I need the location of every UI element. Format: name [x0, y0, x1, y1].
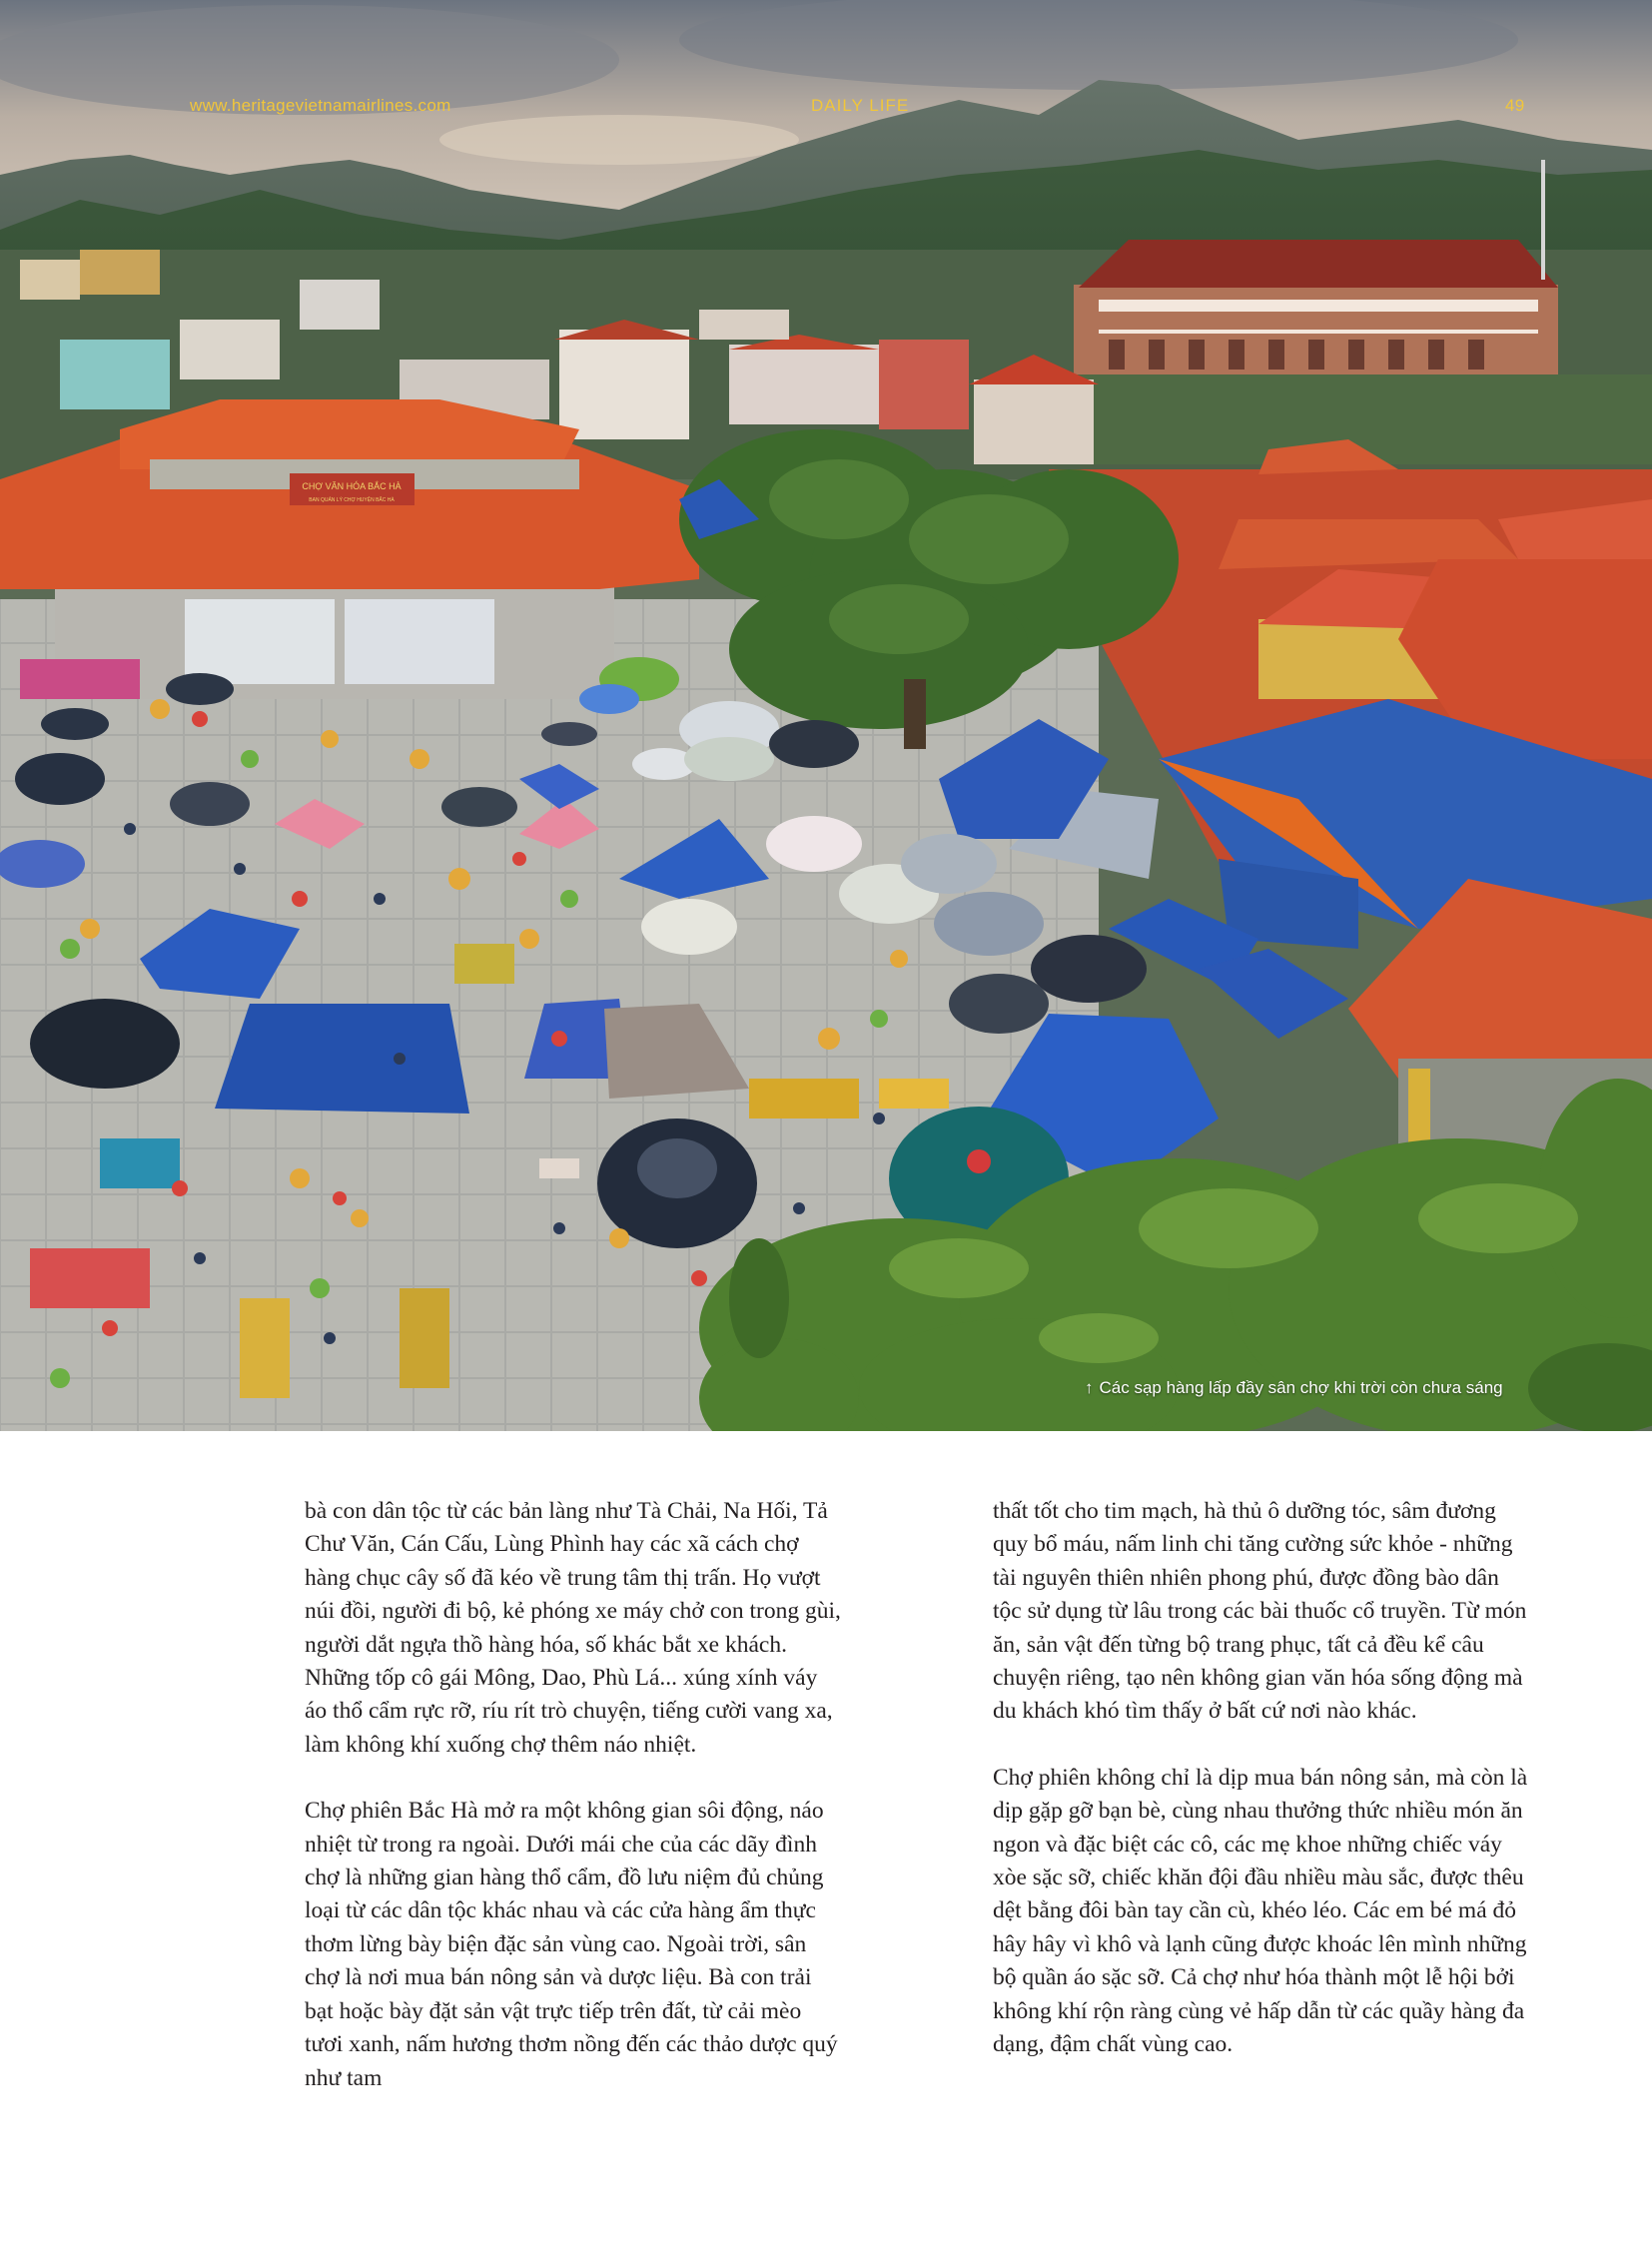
header-site-url: www.heritagevietnamairlines.com [190, 96, 451, 115]
body-column-right [993, 1495, 1532, 2095]
page-header [0, 96, 1652, 124]
photo-caption-text: Các sạp hàng lấp đầy sân chợ khi trời còn chưa sáng [1099, 1378, 1503, 1397]
body-paragraph: Chợ phiên không chỉ là dịp mua bán nông sản, mà còn là dịp gặp gỡ bạn bè, cùng nhau thưởng thức nhiều món ăn ngon và đặc biệt các cô, các mẹ khoe những chiếc váy xòe sặc sỡ, chiếc khăn đội đầu nhiều màu sắc, được thêu dệt bằng đôi bàn tay cần cù, khéo léo. Các em bé má đỏ hây hây vì khô và lạnh cũng được khoác lên mình những bộ quần áo sặc sỡ. Cả chợ như hóa thành một lễ hội bởi không khí rộn ràng cùng vẻ hấp dẫn từ các quầy hàng đa dạng, đậm chất vùng cao. [993, 1764, 1528, 2058]
hall-sign-line1: CHỢ VĂN HÓA BẮC HÀ [302, 481, 402, 491]
header-section-title: DAILY LIFE [811, 96, 910, 115]
body-paragraph: bà con dân tộc từ các bản làng như Tà Chải, Na Hối, Tả Chư Văn, Cán Cấu, Lùng Phình hay các xã cách chợ hàng chục cây số đã kéo về trung tâm thị trấn. Họ vượt núi đồi, người đi bộ, kẻ phóng xe máy chở con trong gùi, người dắt ngựa thồ hàng hóa, số khác bắt xe khách. Những tốp cô gái Mông, Dao, Phù Lá... xúng xính váy áo thổ cẩm rực rỡ, ríu rít trò chuyện, tiếng cười vang xa, làm không khí xuống chợ thêm náo nhiệt. [305, 1498, 841, 1758]
arrow-up-icon: ↑ [1085, 1378, 1094, 1397]
body-column-left [305, 1495, 844, 2128]
header-page-number: 49 [1505, 96, 1525, 115]
body-paragraph: Chợ phiên Bắc Hà mở ra một không gian sôi động, náo nhiệt từ trong ra ngoài. Dưới mái che của các dãy đình chợ là những gian hàng thổ cẩm, đồ lưu niệm đủ chủng loại từ các dân tộc khác nhau và các cửa hàng ẩm thực thơm lừng bày biện đặc sản vùng cao. Ngoài trời, sân chợ là nơi mua bán nông sản và dược liệu. Bà con trải bạt hoặc bày đặt sản vật trực tiếp trên đất, từ cải mèo tươi xanh, nấm hương thơm nồng đến các thảo dược quý như tam [305, 1798, 838, 2091]
body-paragraph: thất tốt cho tim mạch, hà thủ ô dưỡng tóc, sâm đương quy bổ máu, nấm linh chi tăng cường sức khỏe - những tài nguyên thiên nhiên phong phú, được đồng bào dân tộc sử dụng từ lâu trong các bài thuốc cổ truyền. Từ món ăn, sản vật đến từng bộ trang phục, tất cả đều kể câu chuyện riêng, tạo nên không gian văn hóa sống động mà du khách khó tìm thấy ở bất cứ nơi nào khác. [993, 1498, 1527, 1725]
hall-sign-line2: BAN QUẢN LÝ CHỢ HUYỆN BẮC HÀ [309, 497, 395, 503]
photo-caption [1085, 1378, 1503, 1398]
